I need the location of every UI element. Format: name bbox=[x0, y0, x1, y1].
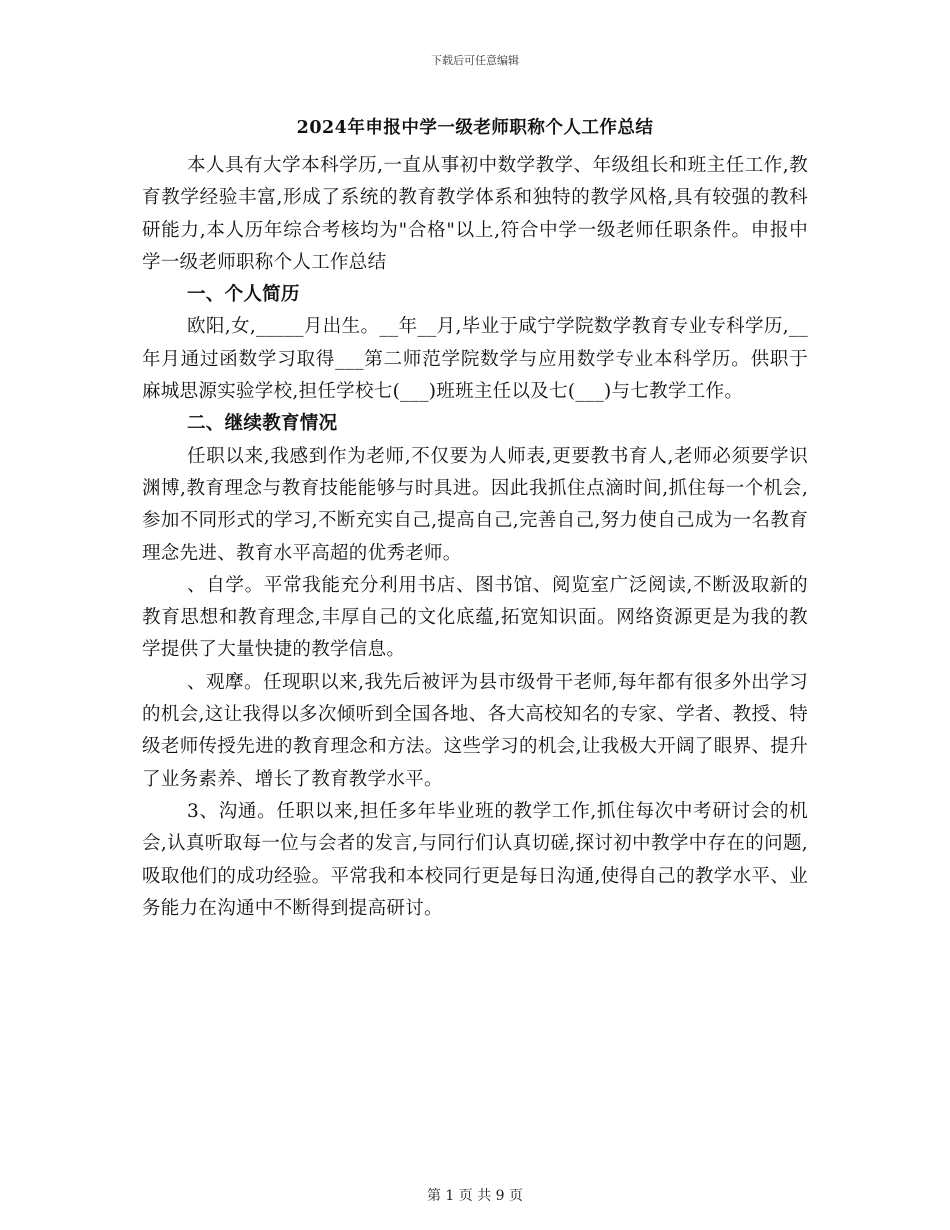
paragraph-observation: 、观摩。任现职以来,我先后被评为县市级骨干老师,每年都有很多外出学习的机会,这让我得以多次倾听到全国各地、各大高校知名的专家、学者、教授、特级老师传授先进的教育理念和方法。这些学习的机会,让我极大开阔了眼界、提升了业务素养、增长了教育教学水平。 bbox=[142, 671, 808, 790]
page-header: 下载后可任意编辑 bbox=[431, 54, 519, 67]
paragraph-education: 任职以来,我感到作为老师,不仅要为人师表,更要教书育人,老师必须要学识渊博,教育理念与教育技能能够与时具进。因此我抓住点滴时间,抓住每一个机会,参加不同形式的学习,不断充实自己,提高自己,完善自己,努力使自己成为一名教育理念先进、教育水平高超的优秀老师。 bbox=[142, 445, 808, 564]
heading-continuing-education: 二、继续教育情况 bbox=[187, 413, 338, 435]
heading-personal-resume: 一、个人简历 bbox=[187, 284, 300, 306]
paragraph-intro: 本人具有大学本科学历,一直从事初中数学教学、年级组长和班主任工作,教育教学经验丰富,形成了系统的教育教学体系和独特的教学风格,具有较强的教科研能力,本人历年综合考核均为"合格"以上,符合中学一级老师任职条件。申报中学一级老师职称个人工作总结 bbox=[142, 155, 808, 273]
document-body bbox=[142, 150, 808, 925]
paragraph-resume: 欧阳,女,_____月出生。__年__月,毕业于咸宁学院数学教育专业专科学历,__年月通过函数学习取得___第二师范学院数学与应用数学专业本科学历。供职于麻城思源实验学校,担任学校七(___)班班主任以及七(___)与七教学工作。 bbox=[142, 316, 808, 403]
paragraph-self-study: 、自学。平常我能充分利用书店、图书馆、阅览室广泛阅读,不断汲取新的教育思想和教育理念,丰厚自己的文化底蕴,拓宽知识面。网络资源更是为我的教学提供了大量快捷的教学信息。 bbox=[142, 574, 808, 661]
paragraph-communication: 3、沟通。任职以来,担任多年毕业班的教学工作,抓住每次中考研讨会的机会,认真听取每一位与会者的发言,与同行们认真切磋,探讨初中教学中存在的问题,吸取他们的成功经验。平常我和本校同行更是每日沟通,使得自己的教学水平、业务能力在沟通中不断得到提高研讨。 bbox=[142, 800, 808, 919]
document-title: 2024年申报中学一级老师职称个人工作总结 bbox=[296, 118, 654, 138]
page-footer: 第 1 页 共 9 页 bbox=[426, 1188, 524, 1204]
